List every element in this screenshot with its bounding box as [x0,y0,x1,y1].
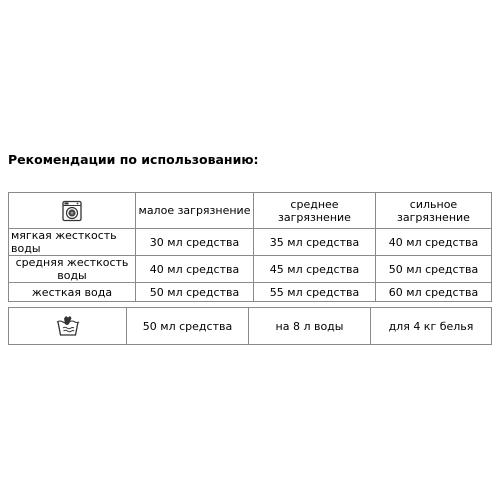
table-cell: 45 мл средства [254,256,376,283]
column-header-light: малое загрязнение [136,193,254,229]
table-cell: 60 мл средства [376,283,492,302]
table-cell: 50 мл средства [376,256,492,283]
header-icon-cell [9,193,136,229]
table-row [9,256,492,283]
handwash-dose-cell: 50 мл средства [127,308,249,345]
page-heading: Рекомендации по использованию: [8,152,259,167]
table-row [9,229,492,256]
hand-wash-icon [55,315,81,337]
handwash-water-cell: на 8 л воды [249,308,371,345]
row-label: мягкая жесткость воды [9,229,136,256]
row-label: средняя жесткость воды [9,256,136,283]
table-cell: 40 мл средства [376,229,492,256]
handwash-laundry-cell: для 4 кг белья [371,308,492,345]
handwash-icon-cell [9,308,127,345]
handwash-table [8,307,492,345]
table-row [9,283,492,302]
column-header-heavy: сильное загрязнение [376,193,492,229]
table-cell: 50 мл средства [136,283,254,302]
table-header-row [9,193,492,229]
table-cell: 55 мл средства [254,283,376,302]
table-row [9,308,492,345]
column-header-medium: среднее загрязнение [254,193,376,229]
washing-machine-icon [61,200,83,222]
table-cell: 30 мл средства [136,229,254,256]
dosage-table [8,192,492,302]
table-cell: 35 мл средства [254,229,376,256]
row-label: жесткая вода [9,283,136,302]
table-cell: 40 мл средства [136,256,254,283]
